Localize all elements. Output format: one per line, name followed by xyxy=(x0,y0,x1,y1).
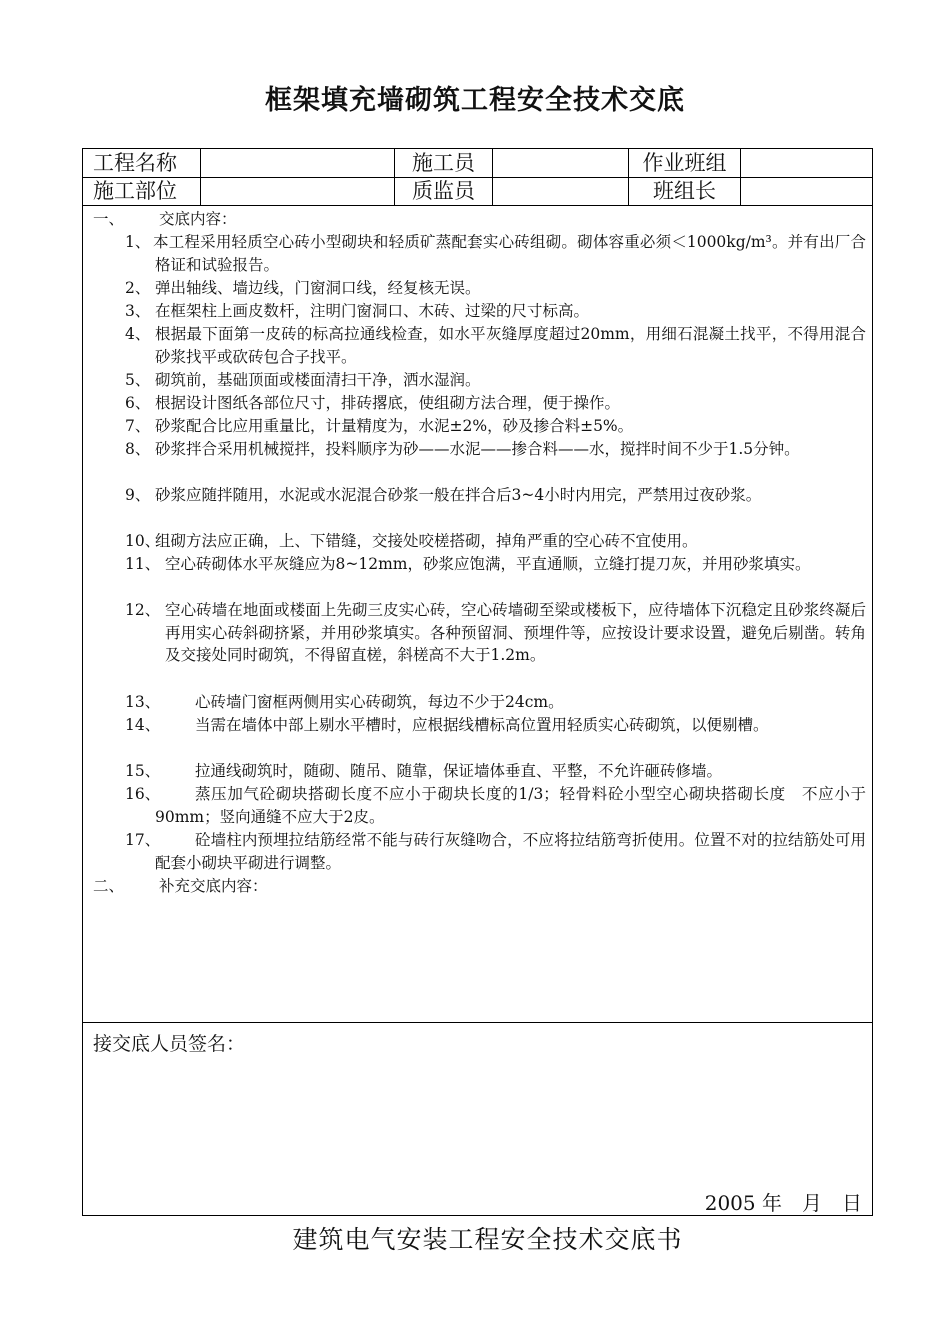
list-item xyxy=(125,231,866,276)
header-row-1 xyxy=(83,149,872,178)
construction-part-label: 施工部位 xyxy=(83,177,201,205)
item-number: 6、 xyxy=(125,394,151,412)
item-text: 砼墙柱内预埋拉结筋经常不能与砖行灰缝吻合，不应将拉结筋弯折使用。位置不对的拉结筋处可用配套小砌块平砌进行调整。 xyxy=(155,831,866,872)
header-row-2 xyxy=(83,177,872,206)
item-number: 9、 xyxy=(125,486,151,504)
quality-inspector-field[interactable] xyxy=(493,177,629,205)
work-team-label: 作业班组 xyxy=(629,149,741,177)
item-number: 13、 xyxy=(125,693,161,711)
constructor-label: 施工员 xyxy=(395,149,493,177)
project-name-label: 工程名称 xyxy=(83,149,201,177)
section-title: 交底内容： xyxy=(159,210,237,228)
item-text: 根据最下面第一皮砖的标高拉通线检查，如水平灰缝厚度超过20mm，用细石混凝土找平，不得用混合砂浆找平或砍砖包合子找平。 xyxy=(155,325,866,366)
list-item xyxy=(125,714,866,737)
list-item xyxy=(125,760,866,783)
item-text: 本工程采用轻质空心砖小型砌块和轻质矿蒸配套实心砖组砌。砌体容重必须＜1000kg/m³。并有出厂合格证和试验报告。 xyxy=(153,233,866,274)
quality-inspector-label: 质监员 xyxy=(395,177,493,205)
list-item xyxy=(125,599,866,667)
sign-date: 2005 年 月 日 xyxy=(704,1191,862,1215)
list-item xyxy=(125,530,866,553)
item-text: 蒸压加气砼砌块搭砌长度不应小于砌块长度的1/3；轻骨料砼小型空心砌块搭砌长度 不应小于90mm；竖向通缝不应大于2皮。 xyxy=(155,785,866,826)
list-item xyxy=(125,783,866,828)
list-item xyxy=(125,277,866,300)
constructor-field[interactable] xyxy=(493,149,629,177)
item-text: 拉通线砌筑时，随砌、随吊、随靠，保证墙体垂直、平整，不允许砸砖修墙。 xyxy=(195,762,723,780)
item-text: 砂浆配合比应用重量比，计量精度为，水泥±2%，砂及掺合料±5%。 xyxy=(155,417,634,435)
item-number: 12、 xyxy=(125,601,161,619)
team-leader-field[interactable] xyxy=(741,177,872,205)
item-number: 16、 xyxy=(125,785,161,803)
list-item xyxy=(125,415,866,438)
team-leader-label: 班组长 xyxy=(629,177,741,205)
item-number: 5、 xyxy=(125,371,151,389)
section-1-heading xyxy=(93,208,237,231)
item-text: 当需在墙体中部上剔水平槽时，应根据线槽标高位置用轻质实心砖砌筑，以便剔槽。 xyxy=(195,716,769,734)
item-text: 根据设计图纸各部位尺寸，排砖撂底，使组砌方法合理，便于操作。 xyxy=(155,394,621,412)
list-item xyxy=(125,392,866,415)
section-number: 二、 xyxy=(93,877,125,895)
footer-title: 建筑电气安装工程安全技术交底书 xyxy=(292,1225,683,1254)
item-number: 17、 xyxy=(125,831,161,849)
item-number: 14、 xyxy=(125,716,161,734)
construction-part-field[interactable] xyxy=(201,177,395,205)
item-text: 组砌方法应正确，上、下错缝，交接处咬槎搭砌，掉角严重的空心砖不宜使用。 xyxy=(155,532,698,550)
item-number: 15、 xyxy=(125,762,161,780)
section-2-heading xyxy=(93,875,268,898)
item-text: 心砖墙门窗框两侧用实心砖砌筑，每边不少于24cm。 xyxy=(195,693,564,711)
list-item xyxy=(125,829,866,874)
item-number: 1、 xyxy=(125,233,151,251)
list-item xyxy=(125,300,866,323)
work-team-field[interactable] xyxy=(741,149,872,177)
section-title: 补充交底内容： xyxy=(159,877,268,895)
item-number: 3、 xyxy=(125,302,151,320)
item-text: 空心砖墙在地面或楼面上先砌三皮实心砖，空心砖墙砌至梁或楼板下，应待墙体下沉稳定且砂浆终凝后再用实心砖斜砌挤紧，并用砂浆填实。各种预留洞、预埋件等，应按设计要求设置，避免后剔凿。转角及交接处同时砌筑，不得留直槎，斜槎高不大于1.2m。 xyxy=(165,601,866,665)
item-number: 7、 xyxy=(125,417,151,435)
item-text: 砂浆拌合采用机械搅拌，投料顺序为砂——水泥——掺合料——水，搅拌时间不少于1.5分钟。 xyxy=(155,440,800,458)
signature-label: 接交底人员签名： xyxy=(93,1033,246,1055)
item-text: 砌筑前，基础顶面或楼面清扫干净，洒水湿润。 xyxy=(155,371,481,389)
item-number: 11、 xyxy=(125,555,161,573)
section-number: 一、 xyxy=(93,210,125,228)
item-text: 空心砖砌体水平灰缝应为8~12mm，砂浆应饱满，平直通顺，立缝打提刀灰，并用砂浆填实。 xyxy=(165,555,811,573)
item-number: 2、 xyxy=(125,279,151,297)
disclosure-form xyxy=(82,148,873,1216)
list-item xyxy=(125,691,866,714)
list-item xyxy=(125,553,866,576)
project-name-field[interactable] xyxy=(201,149,395,177)
item-number: 8、 xyxy=(125,440,151,458)
list-item xyxy=(125,369,866,392)
item-text: 弹出轴线、墙边线，门窗洞口线，经复核无误。 xyxy=(155,279,481,297)
document-title: 框架填充墙砌筑工程安全技术交底 xyxy=(265,85,685,116)
list-item xyxy=(125,484,866,507)
item-number: 4、 xyxy=(125,325,151,343)
item-text: 砂浆应随拌随用，水泥或水泥混合砂浆一般在拌合后3~4小时内用完，严禁用过夜砂浆。 xyxy=(155,486,762,504)
list-item xyxy=(125,438,866,461)
disclosure-content xyxy=(83,206,872,1023)
list-item xyxy=(125,323,866,368)
item-text: 在框架柱上画皮数杆，注明门窗洞口、木砖、过梁的尺寸标高。 xyxy=(155,302,590,320)
item-number: 10、 xyxy=(125,532,161,550)
